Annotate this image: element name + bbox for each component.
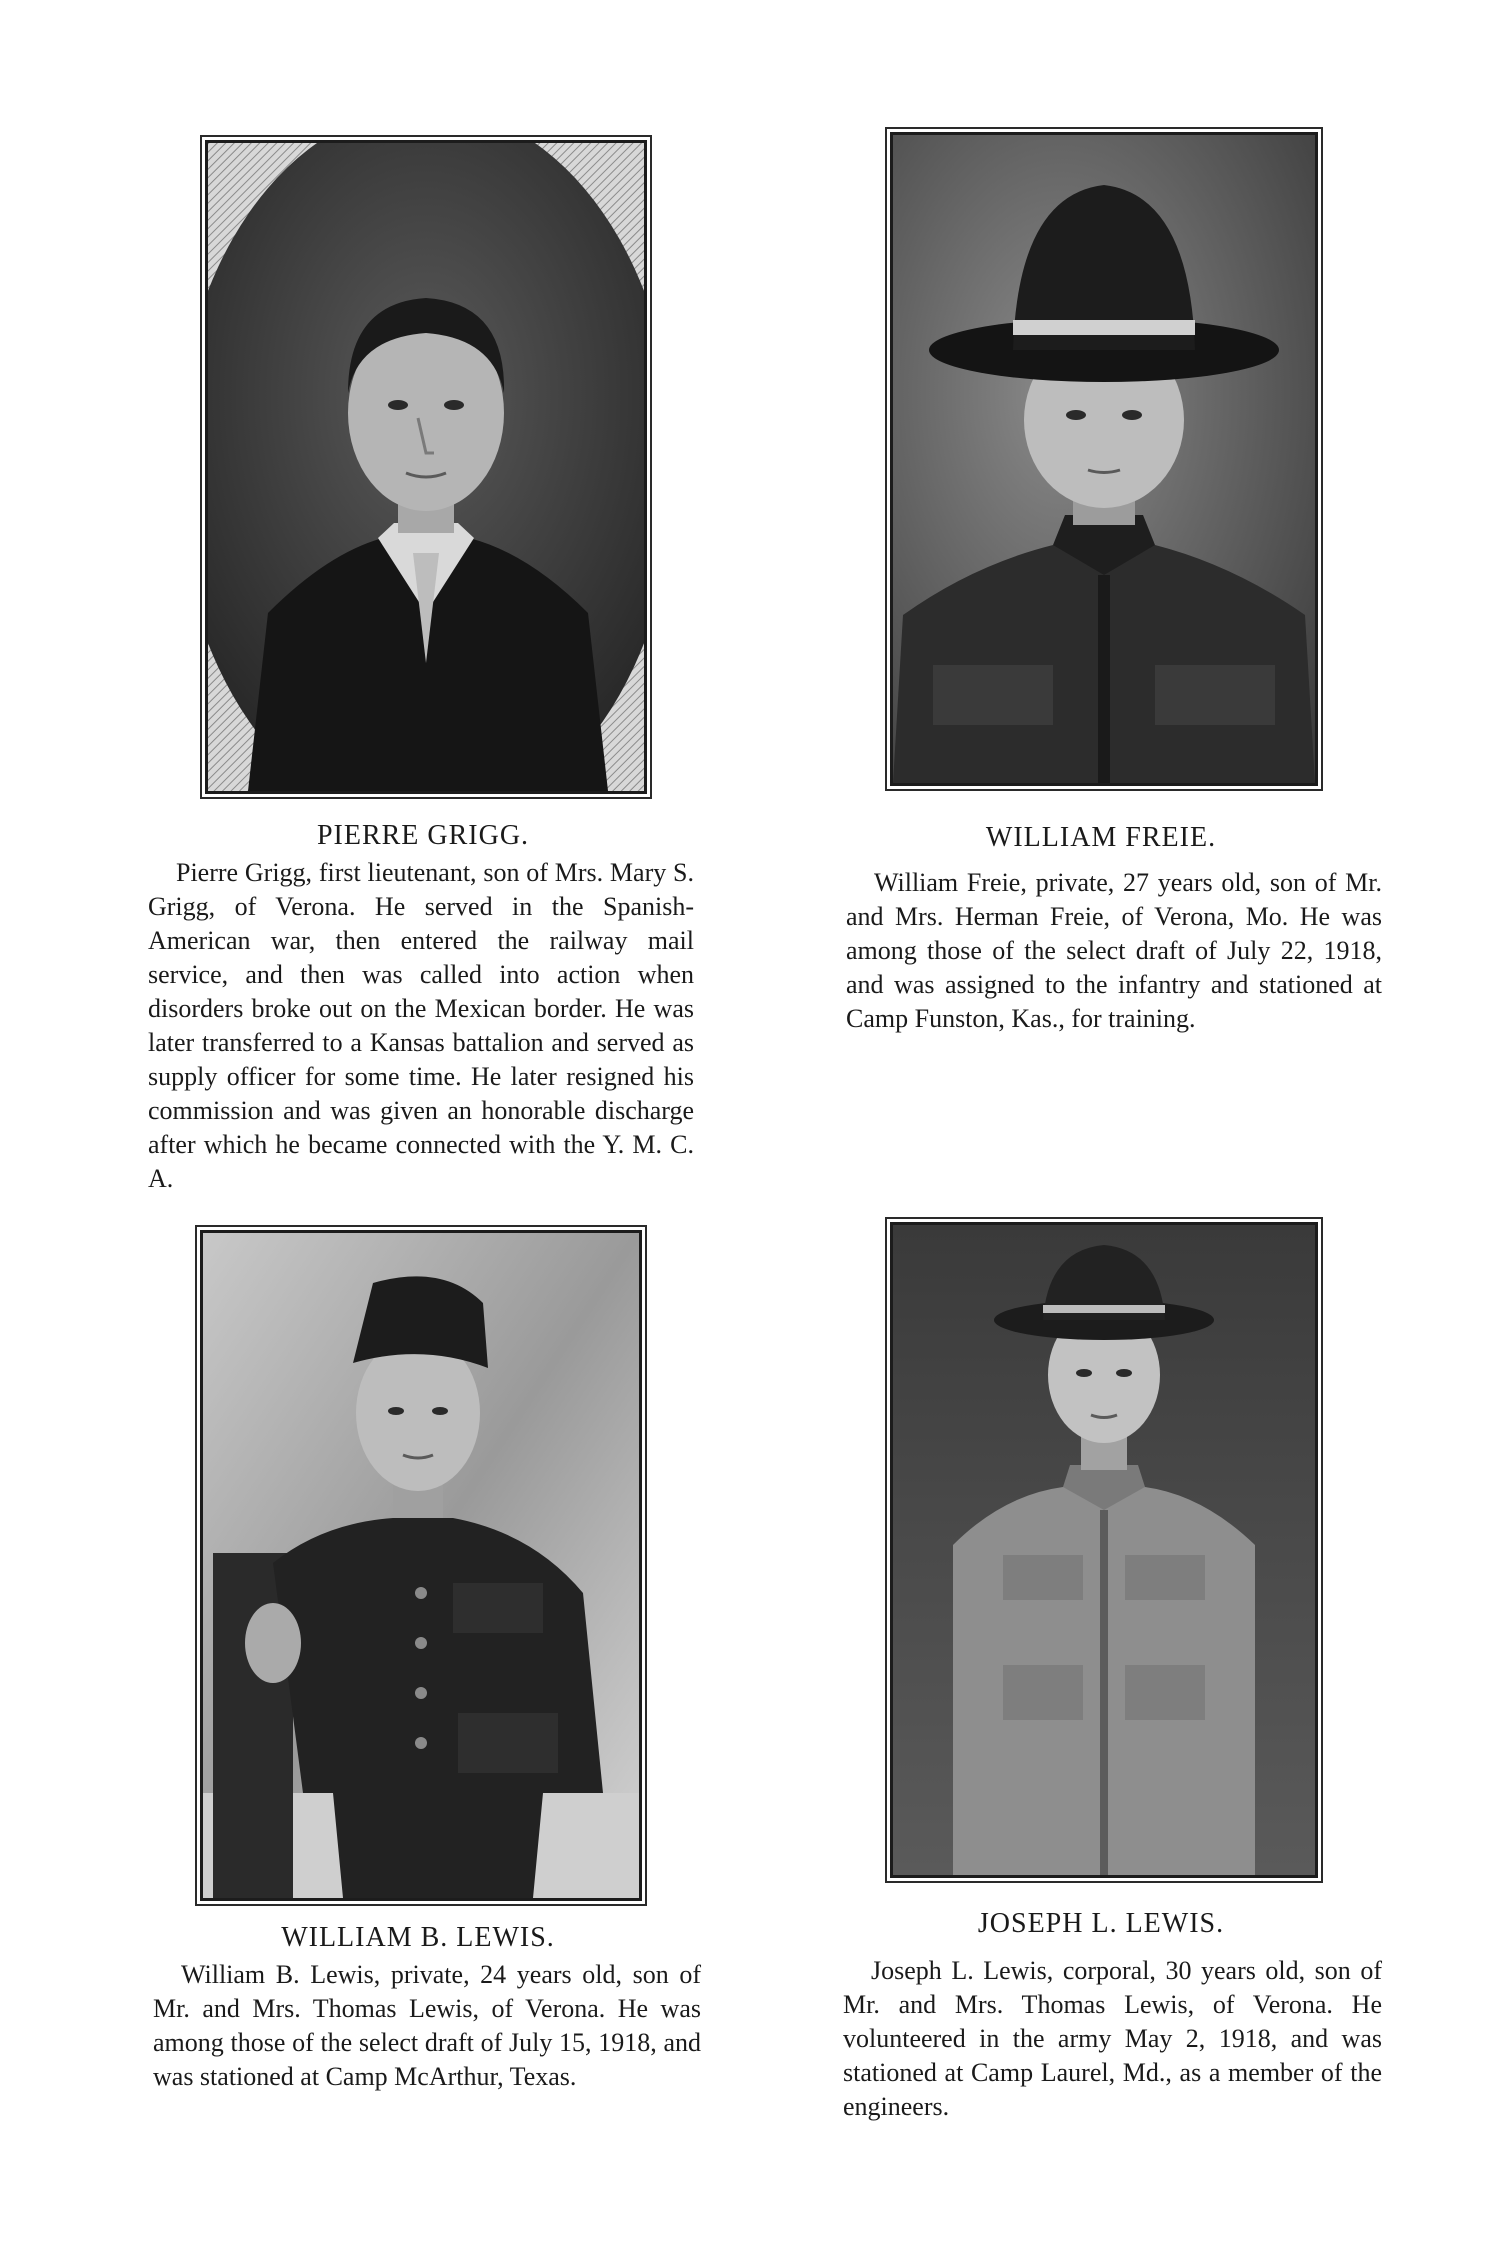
portrait-image	[893, 135, 1315, 783]
entry-name: JOSEPH L. LEWIS.	[977, 1908, 1225, 1939]
entry-bio	[843, 1954, 1382, 2124]
entry-bio	[153, 1958, 701, 2094]
entry-bio-text: Joseph L. Lewis, corporal, 30 years old, son of Mr. and Mrs. Thomas Lewis, of Verona. He volunteered in the army May 2, 1918, and was stationed at Camp Laurel, Md., as a member of the engineers.	[843, 1956, 1382, 2121]
entry-bio	[148, 856, 694, 1196]
entry-name: PIERRE GRIGG.	[316, 820, 530, 851]
entry-bio-text: William B. Lewis, private, 24 years old, son of Mr. and Mrs. Thomas Lewis, of Verona. He was among those of the select draft of July 15, 1918, and was stationed at Camp McArthur, Texas.	[153, 1960, 701, 2091]
portrait-photo-joseph-l-lewis	[890, 1222, 1318, 1878]
portrait-photo-pierre-grigg	[205, 140, 647, 794]
portrait-photo-william-b-lewis	[200, 1230, 642, 1901]
entry-name: WILLIAM B. LEWIS.	[281, 1922, 555, 1953]
entry-bio	[846, 866, 1382, 1036]
entry-bio-text: Pierre Grigg, first lieutenant, son of Mrs. Mary S. Grigg, of Verona. He served in the Spanish-American war, then entered the railway mail service, and then was called into action when disorders broke out on the Mexican border. He was later transferred to a Kansas battalion and served as supply officer for some time. He later resigned his commission and was given an honorable discharge after which he became connected with the Y. M. C. A.	[148, 858, 694, 1193]
portrait-image	[893, 1225, 1315, 1875]
entry-name: WILLIAM FREIE.	[985, 822, 1217, 853]
portrait-image	[203, 1233, 639, 1898]
portrait-image	[208, 143, 644, 791]
entry-bio-text: William Freie, private, 27 years old, son of Mr. and Mrs. Herman Freie, of Verona, Mo. He was among those of the select draft of July 22, 1918, and was assigned to the infantry and stationed at Camp Funston, Kas., for training.	[846, 868, 1382, 1033]
portrait-photo-william-freie	[890, 132, 1318, 786]
